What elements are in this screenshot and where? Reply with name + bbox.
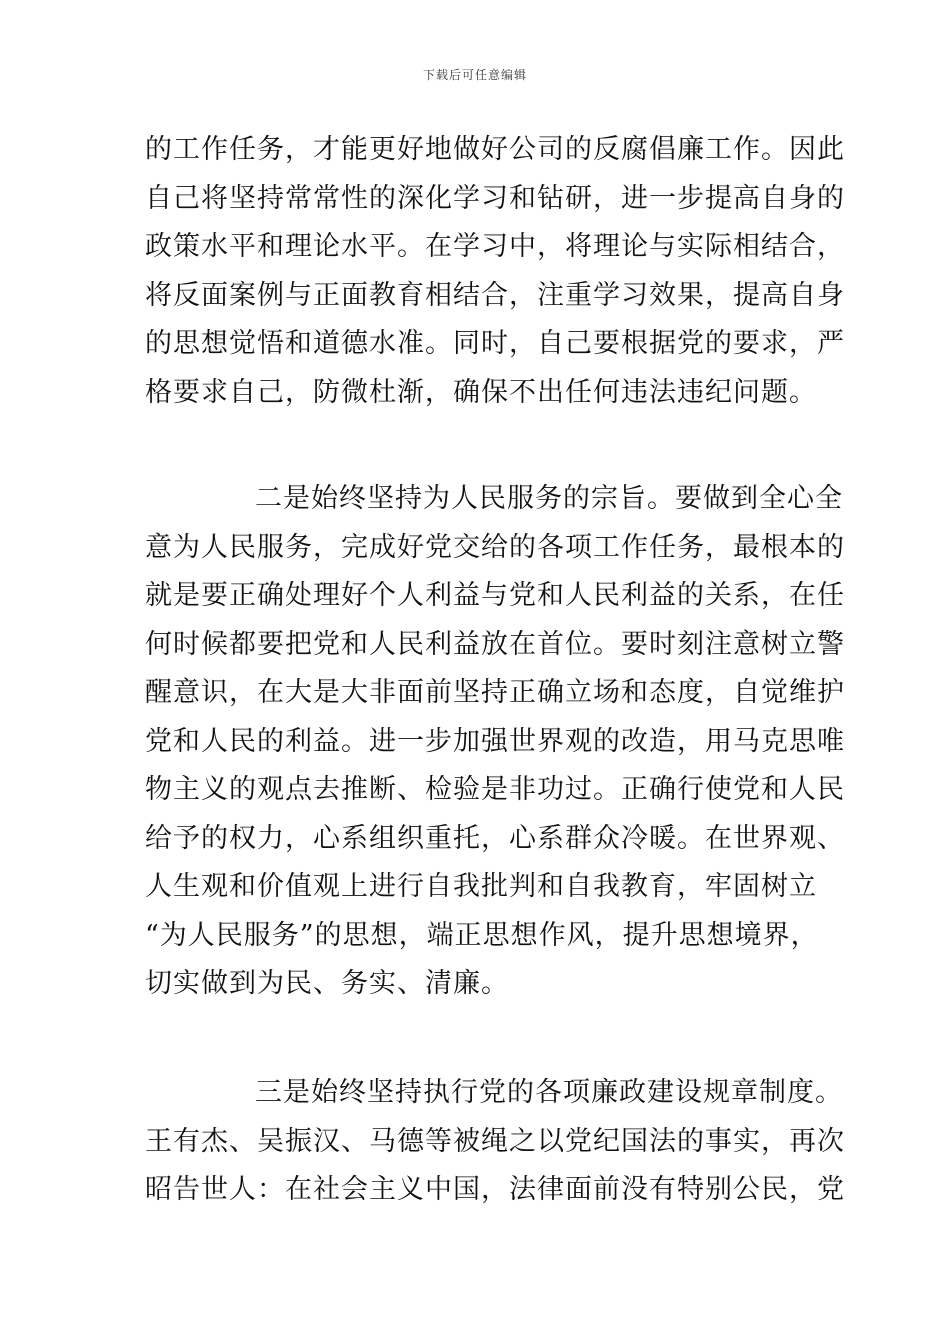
text-line: 三是始终坚持执行党的各项廉政建设规章制度。 (255, 1077, 843, 1108)
text-line: 就是要正确处理好个人利益与党和人民利益的关系，在任 (145, 580, 845, 611)
text-line: 将反面案例与正面教育相结合，注重学习效果，提高自身 (145, 279, 845, 311)
text-line: 给予的权力，心系组织重托，心系群众冷暖。在世界观、 (145, 822, 845, 854)
text-line: 物主义的观点去推断、检验是非功过。正确行使党和人民 (145, 774, 845, 805)
text-line: 的思想觉悟和道德水准。同时，自己要根据党的要求，严 (145, 328, 845, 359)
paragraph-3 (145, 1069, 845, 1215)
text-line: 人生观和价值观上进行自我批判和自我教育，牢固树立 (145, 871, 817, 902)
paragraph-2 (145, 475, 845, 1009)
text-line: 格要求自己，防微杜渐，确保不出任何违法违纪问题。 (145, 376, 817, 408)
page-header: 下载后可任意编辑 (422, 68, 527, 82)
paragraph-1 (145, 126, 845, 417)
text-line: “为人民服务”的思想，端正思想作风，提升思想境界， (145, 919, 819, 951)
text-line: 醒意识，在大是大非面前坚持正确立场和态度，自觉维护 (145, 677, 845, 708)
text-line: 二是始终坚持为人民服务的宗旨。要做到全心全 (255, 483, 843, 514)
text-line: 王有杰、吴振汉、马德等被绳之以党纪国法的事实，再次 (145, 1125, 845, 1157)
text-line: 自己将坚持常常性的深化学习和钻研，进一步提高自身的 (145, 182, 845, 214)
text-line: 昭告世人：在社会主义中国，法律面前没有特别公民，党 (145, 1174, 845, 1205)
text-line: 何时候都要把党和人民利益放在首位。要时刻注意树立警 (145, 628, 845, 660)
text-line: 党和人民的利益。进一步加强世界观的改造，用马克思唯 (145, 725, 845, 757)
text-line: 政策水平和理论水平。在学习中，将理论与实际相结合， (145, 231, 845, 262)
text-line: 切实做到为民、务实、清廉。 (145, 968, 509, 999)
text-line: 的工作任务，才能更好地做好公司的反腐倡廉工作。因此 (145, 134, 845, 165)
text-line: 意为人民服务，完成好党交给的各项工作任务，最根本的 (145, 531, 845, 563)
